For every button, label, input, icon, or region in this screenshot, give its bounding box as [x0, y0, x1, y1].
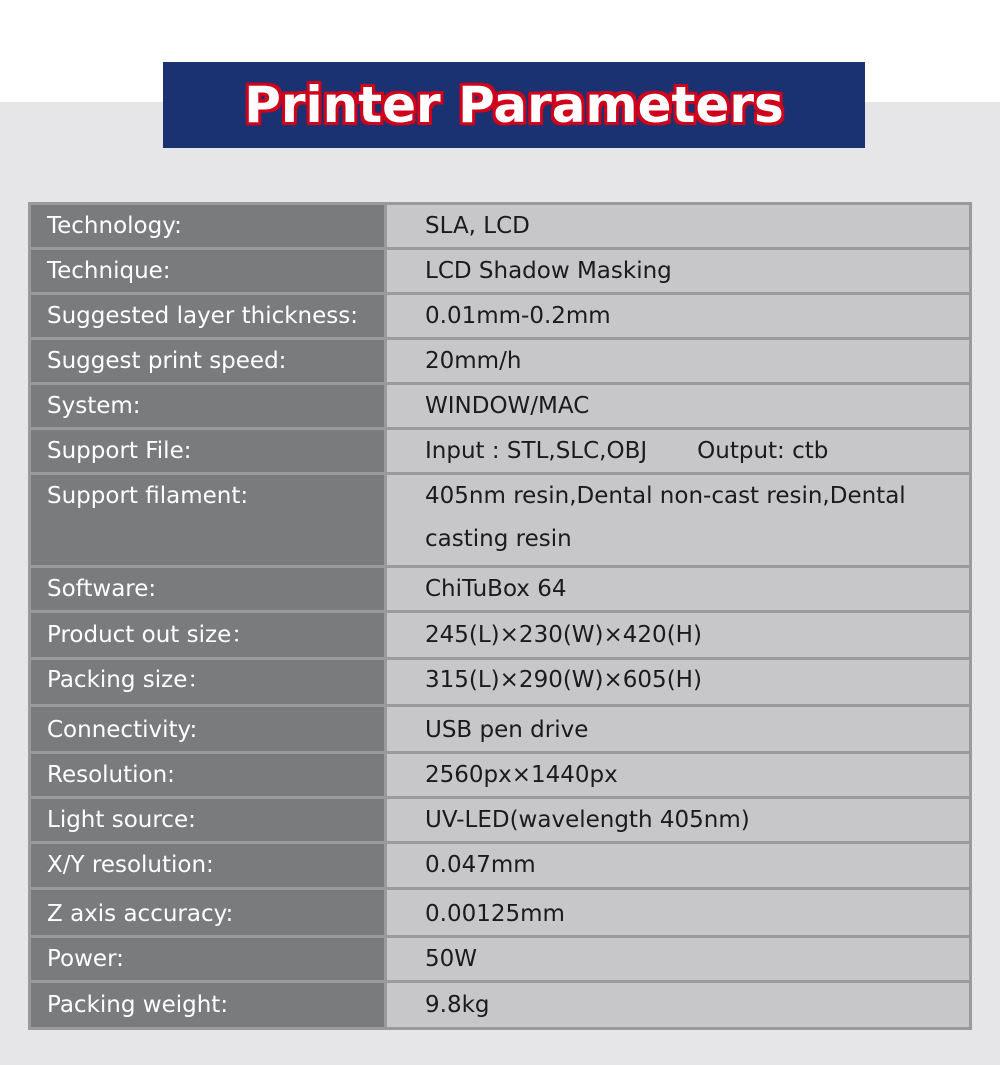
row-value: 0.047mm — [387, 844, 969, 887]
row-label: X/Y resolution: — [31, 844, 384, 887]
table-row — [31, 938, 969, 980]
row-label: Power: — [31, 938, 384, 980]
row-label: Suggested layer thickness: — [31, 295, 384, 337]
table-row — [31, 754, 969, 796]
row-label: Support filament: — [31, 475, 384, 565]
row-value: ChiTuBox 64 — [387, 568, 969, 610]
table-row — [31, 707, 969, 751]
row-value-line: casting resin — [425, 526, 572, 552]
row-value: WINDOW/MAC — [387, 385, 969, 427]
row-value: LCD Shadow Masking — [387, 250, 969, 292]
row-value: 245(L)×230(W)×420(H) — [387, 613, 969, 657]
table-row — [31, 205, 969, 247]
row-value — [387, 430, 969, 472]
row-value: 50W — [387, 938, 969, 980]
row-value: 20mm/h — [387, 340, 969, 382]
row-value: USB pen drive — [387, 707, 969, 751]
row-label: Packing weight: — [31, 983, 384, 1027]
row-label: Resolution: — [31, 754, 384, 796]
page-title: Printer Parameters — [244, 76, 784, 134]
table-row — [31, 295, 969, 337]
row-value: UV-LED(wavelength 405nm) — [387, 799, 969, 841]
row-label: Light source: — [31, 799, 384, 841]
table-row — [31, 660, 969, 704]
row-label: System: — [31, 385, 384, 427]
row-value: SLA, LCD — [387, 205, 969, 247]
row-label: Packing size： — [31, 660, 384, 704]
row-label: Suggest print speed: — [31, 340, 384, 382]
table-row — [31, 844, 969, 887]
table-row — [31, 385, 969, 427]
row-value — [387, 475, 969, 565]
row-value-line: 405nm resin,Dental non-cast resin,Dental — [425, 483, 906, 509]
row-value: 315(L)×290(W)×605(H) — [387, 660, 969, 704]
parameters-table — [28, 202, 972, 1030]
row-label: Support File: — [31, 430, 384, 472]
row-label: Software: — [31, 568, 384, 610]
table-row — [31, 799, 969, 841]
table-row — [31, 890, 969, 935]
table-row — [31, 475, 969, 565]
row-value: 2560px×1440px — [387, 754, 969, 796]
row-label: Connectivity: — [31, 707, 384, 751]
row-value: 0.00125mm — [387, 890, 969, 935]
table-row — [31, 340, 969, 382]
table-row — [31, 568, 969, 610]
row-label: Z axis accuracy: — [31, 890, 384, 935]
support-file-output: Output: ctb — [697, 438, 829, 464]
row-label: Product out size： — [31, 613, 384, 657]
table-row — [31, 983, 969, 1027]
title-banner — [163, 62, 865, 148]
table-row — [31, 430, 969, 472]
support-file-input: Input : STL,SLC,OBJ — [425, 438, 648, 464]
table-row — [31, 250, 969, 292]
row-label: Technology: — [31, 205, 384, 247]
table-row — [31, 613, 969, 657]
row-value: 0.01mm-0.2mm — [387, 295, 969, 337]
row-value: 9.8kg — [387, 983, 969, 1027]
row-label: Technique: — [31, 250, 384, 292]
